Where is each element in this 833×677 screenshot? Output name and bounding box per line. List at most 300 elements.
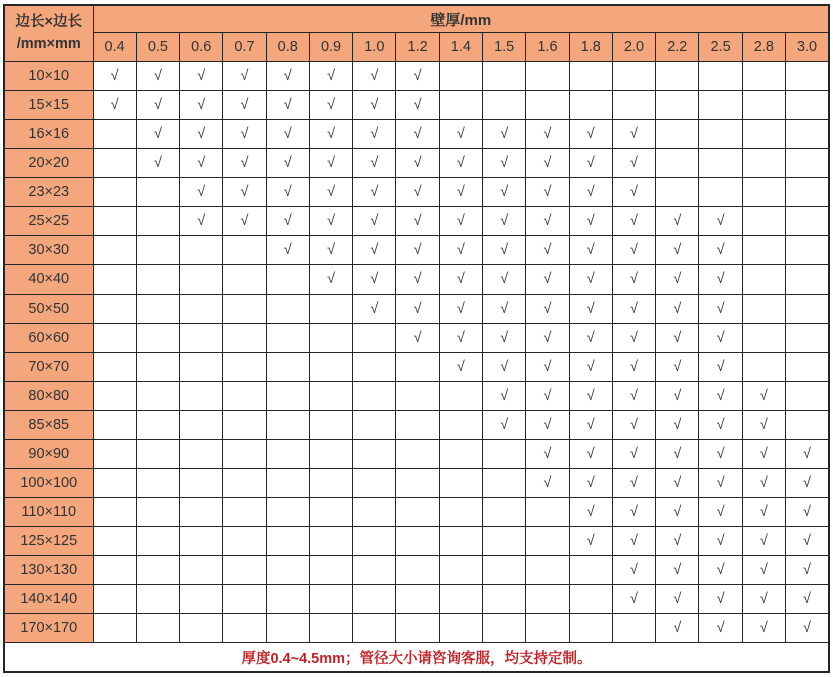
check-mark: √ — [803, 620, 811, 637]
availability-cell-empty — [180, 556, 223, 585]
availability-cell-empty — [136, 265, 179, 294]
availability-cell-checked — [699, 352, 742, 381]
availability-cell-checked — [353, 149, 396, 178]
availability-cell-empty — [266, 410, 309, 439]
availability-cell-checked — [656, 236, 699, 265]
check-mark: √ — [673, 242, 682, 259]
availability-cell-checked — [656, 497, 699, 526]
availability-cell-empty — [699, 149, 742, 178]
availability-cell-empty — [93, 323, 136, 352]
check-mark: √ — [673, 445, 682, 462]
check-mark: √ — [543, 358, 552, 375]
availability-cell-empty — [180, 527, 223, 556]
availability-cell-checked — [353, 91, 396, 120]
size-label-cell: 110×110 — [4, 497, 93, 526]
check-mark: √ — [630, 358, 638, 375]
check-mark: √ — [500, 213, 509, 230]
check-mark: √ — [586, 416, 595, 433]
availability-cell-checked — [786, 556, 830, 585]
availability-cell-empty — [180, 236, 223, 265]
availability-cell-checked — [699, 585, 742, 614]
availability-cell-empty — [396, 527, 439, 556]
availability-cell-empty — [309, 527, 352, 556]
availability-cell-checked — [526, 468, 569, 497]
check-mark: √ — [413, 126, 422, 143]
availability-cell-checked — [396, 207, 439, 236]
check-mark: √ — [543, 155, 552, 172]
check-mark: √ — [803, 503, 811, 520]
check-mark: √ — [716, 358, 725, 375]
check-mark: √ — [716, 300, 725, 317]
check-mark: √ — [500, 300, 509, 317]
availability-cell-checked — [266, 62, 309, 91]
availability-cell-empty — [266, 614, 309, 643]
check-mark: √ — [630, 591, 638, 608]
availability-cell-empty — [136, 585, 179, 614]
check-mark: √ — [153, 126, 162, 143]
check-mark: √ — [283, 155, 292, 172]
table-row — [4, 497, 829, 526]
availability-cell-checked — [612, 120, 655, 149]
check-mark: √ — [327, 155, 336, 172]
availability-cell-empty — [786, 236, 830, 265]
availability-cell-empty — [93, 527, 136, 556]
availability-cell-empty — [526, 62, 569, 91]
availability-cell-checked — [699, 527, 742, 556]
availability-cell-checked — [569, 207, 612, 236]
availability-cell-checked — [612, 352, 655, 381]
availability-cell-checked — [612, 468, 655, 497]
check-mark: √ — [803, 562, 811, 579]
availability-cell-checked — [569, 410, 612, 439]
size-label-cell: 80×80 — [4, 381, 93, 410]
check-mark: √ — [543, 474, 552, 491]
availability-cell-empty — [612, 614, 655, 643]
availability-cell-empty — [266, 265, 309, 294]
thickness-header-cell: 1.6 — [526, 33, 569, 62]
availability-cell-checked — [786, 468, 830, 497]
availability-cell-checked — [526, 265, 569, 294]
availability-cell-checked — [699, 236, 742, 265]
availability-cell-checked — [223, 91, 266, 120]
corner-header — [4, 5, 93, 62]
availability-cell-empty — [93, 497, 136, 526]
table-row — [4, 352, 829, 381]
check-mark: √ — [413, 213, 422, 230]
availability-cell-empty — [742, 62, 785, 91]
availability-cell-empty — [136, 294, 179, 323]
availability-cell-checked — [526, 410, 569, 439]
availability-cell-empty — [742, 178, 785, 207]
availability-cell-checked — [483, 381, 526, 410]
availability-cell-checked — [656, 410, 699, 439]
availability-cell-empty — [223, 323, 266, 352]
availability-cell-checked — [656, 323, 699, 352]
availability-cell-empty — [353, 381, 396, 410]
check-mark: √ — [543, 387, 552, 404]
check-mark: √ — [283, 242, 292, 259]
availability-cell-empty — [266, 556, 309, 585]
check-mark: √ — [413, 68, 422, 85]
check-mark: √ — [759, 533, 768, 550]
availability-cell-checked — [569, 527, 612, 556]
availability-cell-empty — [353, 556, 396, 585]
availability-cell-empty — [483, 91, 526, 120]
availability-cell-checked — [612, 149, 655, 178]
check-mark: √ — [673, 358, 682, 375]
check-mark: √ — [283, 97, 292, 114]
availability-cell-checked — [266, 149, 309, 178]
check-mark: √ — [413, 184, 422, 201]
availability-cell-empty — [396, 352, 439, 381]
availability-cell-empty — [136, 236, 179, 265]
availability-cell-empty — [439, 410, 482, 439]
availability-cell-empty — [309, 439, 352, 468]
check-mark: √ — [673, 300, 682, 317]
table-row — [4, 439, 829, 468]
availability-cell-empty — [786, 120, 830, 149]
thickness-header-cell: 0.4 — [93, 33, 136, 62]
size-label-cell: 15×15 — [4, 91, 93, 120]
availability-cell-empty — [742, 265, 785, 294]
check-mark: √ — [153, 68, 162, 85]
availability-cell-empty — [353, 468, 396, 497]
availability-cell-empty — [612, 62, 655, 91]
availability-cell-checked — [309, 236, 352, 265]
availability-cell-checked — [180, 62, 223, 91]
check-mark: √ — [283, 184, 292, 201]
check-mark: √ — [586, 213, 595, 230]
availability-cell-empty — [136, 439, 179, 468]
availability-cell-empty — [266, 527, 309, 556]
check-mark: √ — [630, 416, 638, 433]
availability-cell-checked — [612, 323, 655, 352]
check-mark: √ — [586, 474, 595, 491]
availability-cell-empty — [396, 614, 439, 643]
availability-cell-empty — [656, 120, 699, 149]
table-row — [4, 120, 829, 149]
availability-cell-empty — [180, 614, 223, 643]
availability-cell-checked — [483, 410, 526, 439]
availability-cell-empty — [93, 468, 136, 497]
table-row — [4, 294, 829, 323]
availability-cell-checked — [742, 527, 785, 556]
thickness-header-cell: 0.7 — [223, 33, 266, 62]
check-mark: √ — [327, 184, 336, 201]
availability-cell-empty — [569, 556, 612, 585]
check-mark: √ — [370, 213, 379, 230]
check-mark: √ — [456, 271, 465, 288]
availability-cell-checked — [353, 236, 396, 265]
availability-cell-checked — [266, 207, 309, 236]
thickness-header-cell: 0.6 — [180, 33, 223, 62]
availability-cell-checked — [439, 352, 482, 381]
availability-cell-checked — [612, 410, 655, 439]
check-mark: √ — [630, 155, 638, 172]
availability-cell-checked — [526, 149, 569, 178]
availability-cell-empty — [266, 381, 309, 410]
check-mark: √ — [500, 126, 509, 143]
availability-cell-empty — [483, 527, 526, 556]
availability-cell-empty — [396, 585, 439, 614]
size-label-cell: 125×125 — [4, 527, 93, 556]
check-mark: √ — [543, 300, 552, 317]
availability-cell-empty — [136, 556, 179, 585]
availability-cell-checked — [656, 468, 699, 497]
availability-cell-empty — [93, 265, 136, 294]
availability-cell-checked — [656, 614, 699, 643]
availability-cell-empty — [656, 62, 699, 91]
check-mark: √ — [543, 445, 552, 462]
wall-thickness-header: 壁厚/mm — [93, 5, 829, 33]
availability-cell-empty — [439, 381, 482, 410]
check-mark: √ — [500, 242, 509, 259]
check-mark: √ — [630, 562, 638, 579]
availability-cell-empty — [742, 323, 785, 352]
availability-cell-checked — [699, 294, 742, 323]
size-label-cell: 90×90 — [4, 439, 93, 468]
availability-cell-checked — [699, 381, 742, 410]
check-mark: √ — [673, 271, 682, 288]
availability-cell-checked — [526, 120, 569, 149]
availability-cell-empty — [309, 614, 352, 643]
availability-cell-checked — [699, 207, 742, 236]
availability-cell-checked — [396, 236, 439, 265]
check-mark: √ — [456, 329, 465, 346]
availability-cell-empty — [266, 323, 309, 352]
availability-cell-empty — [439, 527, 482, 556]
availability-cell-checked — [353, 294, 396, 323]
availability-cell-empty — [180, 439, 223, 468]
check-mark: √ — [586, 300, 595, 317]
availability-cell-empty — [569, 62, 612, 91]
availability-cell-checked — [439, 149, 482, 178]
availability-cell-checked — [439, 294, 482, 323]
availability-cell-empty — [483, 614, 526, 643]
availability-cell-empty — [266, 585, 309, 614]
availability-cell-checked — [612, 556, 655, 585]
availability-cell-empty — [266, 468, 309, 497]
availability-cell-checked — [526, 294, 569, 323]
availability-cell-checked — [612, 294, 655, 323]
availability-cell-empty — [353, 614, 396, 643]
availability-cell-checked — [483, 352, 526, 381]
availability-cell-empty — [483, 439, 526, 468]
check-mark: √ — [500, 416, 509, 433]
availability-cell-empty — [93, 381, 136, 410]
availability-cell-checked — [656, 352, 699, 381]
check-mark: √ — [543, 329, 552, 346]
footer-note: 厚度0.4~4.5mm；管径大小请咨询客服，均支持定制。 — [4, 643, 829, 672]
table-row — [4, 527, 829, 556]
check-mark: √ — [283, 68, 292, 85]
check-mark: √ — [456, 155, 465, 172]
availability-cell-empty — [526, 91, 569, 120]
check-mark: √ — [673, 533, 682, 550]
size-label-cell: 30×30 — [4, 236, 93, 265]
thickness-header-cell: 0.9 — [309, 33, 352, 62]
availability-cell-checked — [180, 149, 223, 178]
availability-cell-checked — [569, 294, 612, 323]
availability-cell-empty — [396, 468, 439, 497]
availability-cell-checked — [180, 91, 223, 120]
availability-cell-checked — [656, 556, 699, 585]
availability-cell-empty — [93, 149, 136, 178]
check-mark: √ — [370, 300, 379, 317]
size-label-cell: 85×85 — [4, 410, 93, 439]
availability-cell-empty — [136, 178, 179, 207]
thickness-header-cell: 1.4 — [439, 33, 482, 62]
check-mark: √ — [327, 126, 336, 143]
availability-cell-checked — [353, 62, 396, 91]
availability-cell-checked — [526, 439, 569, 468]
availability-cell-checked — [699, 556, 742, 585]
availability-cell-checked — [699, 497, 742, 526]
availability-cell-checked — [656, 265, 699, 294]
availability-cell-checked — [656, 585, 699, 614]
availability-cell-empty — [180, 265, 223, 294]
availability-cell-empty — [353, 585, 396, 614]
thickness-header-cell: 2.0 — [612, 33, 655, 62]
check-mark: √ — [543, 126, 552, 143]
availability-cell-checked — [93, 91, 136, 120]
availability-cell-empty — [353, 410, 396, 439]
table-row — [4, 556, 829, 585]
table-row — [4, 585, 829, 614]
availability-cell-empty — [483, 468, 526, 497]
table-row — [4, 236, 829, 265]
availability-cell-empty — [93, 585, 136, 614]
availability-cell-empty — [266, 439, 309, 468]
availability-cell-checked — [699, 468, 742, 497]
availability-cell-checked — [483, 149, 526, 178]
availability-cell-checked — [439, 323, 482, 352]
check-mark: √ — [630, 242, 638, 259]
corner-label-line2: /mm×mm — [16, 35, 81, 52]
availability-cell-empty — [180, 381, 223, 410]
check-mark: √ — [153, 155, 162, 172]
check-mark: √ — [500, 387, 509, 404]
check-mark: √ — [673, 213, 682, 230]
check-mark: √ — [716, 329, 725, 346]
availability-cell-checked — [742, 439, 785, 468]
availability-cell-checked — [309, 207, 352, 236]
corner-label-line1: 边长×边长 — [15, 14, 82, 31]
availability-cell-empty — [612, 91, 655, 120]
availability-cell-checked — [526, 381, 569, 410]
availability-cell-empty — [396, 497, 439, 526]
availability-cell-checked — [742, 614, 785, 643]
availability-cell-checked — [396, 178, 439, 207]
check-mark: √ — [110, 97, 119, 114]
size-label-cell: 60×60 — [4, 323, 93, 352]
availability-cell-checked — [656, 439, 699, 468]
check-mark: √ — [543, 416, 552, 433]
thickness-header-cell: 2.2 — [656, 33, 699, 62]
availability-cell-checked — [569, 178, 612, 207]
availability-cell-checked — [309, 91, 352, 120]
availability-cell-checked — [569, 439, 612, 468]
availability-cell-empty — [223, 556, 266, 585]
availability-cell-checked — [786, 527, 830, 556]
availability-cell-empty — [439, 62, 482, 91]
check-mark: √ — [543, 184, 552, 201]
thickness-header-cell: 3.0 — [786, 33, 830, 62]
check-mark: √ — [327, 271, 336, 288]
availability-cell-checked — [612, 236, 655, 265]
thickness-header-cell: 0.8 — [266, 33, 309, 62]
check-mark: √ — [240, 126, 249, 143]
availability-cell-checked — [396, 120, 439, 149]
availability-cell-empty — [786, 352, 830, 381]
size-label-cell: 130×130 — [4, 556, 93, 585]
table-row — [4, 207, 829, 236]
check-mark: √ — [543, 242, 552, 259]
check-mark: √ — [500, 271, 509, 288]
availability-cell-empty — [742, 91, 785, 120]
check-mark: √ — [413, 271, 422, 288]
check-mark: √ — [716, 213, 725, 230]
check-mark: √ — [110, 68, 119, 85]
availability-cell-checked — [742, 585, 785, 614]
availability-cell-checked — [569, 323, 612, 352]
availability-cell-empty — [266, 352, 309, 381]
thickness-header-cell: 1.0 — [353, 33, 396, 62]
availability-cell-checked — [180, 207, 223, 236]
size-label-cell: 50×50 — [4, 294, 93, 323]
availability-cell-empty — [526, 614, 569, 643]
availability-cell-checked — [742, 381, 785, 410]
availability-cell-empty — [742, 149, 785, 178]
availability-cell-empty — [786, 265, 830, 294]
availability-cell-empty — [526, 527, 569, 556]
availability-cell-checked — [742, 410, 785, 439]
availability-cell-checked — [309, 149, 352, 178]
availability-cell-checked — [612, 439, 655, 468]
check-mark: √ — [456, 358, 465, 375]
availability-cell-empty — [353, 497, 396, 526]
availability-cell-empty — [699, 178, 742, 207]
availability-cell-empty — [786, 91, 830, 120]
availability-cell-checked — [786, 497, 830, 526]
availability-cell-empty — [396, 410, 439, 439]
availability-cell-checked — [483, 120, 526, 149]
availability-cell-empty — [483, 556, 526, 585]
availability-cell-empty — [93, 236, 136, 265]
availability-cell-checked — [526, 207, 569, 236]
check-mark: √ — [716, 242, 725, 259]
availability-cell-checked — [526, 178, 569, 207]
check-mark: √ — [370, 184, 379, 201]
availability-cell-empty — [309, 468, 352, 497]
size-label-cell: 140×140 — [4, 585, 93, 614]
availability-cell-empty — [309, 352, 352, 381]
size-label-cell: 25×25 — [4, 207, 93, 236]
check-mark: √ — [803, 533, 811, 550]
check-mark: √ — [586, 126, 595, 143]
availability-cell-empty — [223, 497, 266, 526]
check-mark: √ — [500, 329, 509, 346]
availability-cell-checked — [786, 585, 830, 614]
availability-cell-empty — [223, 236, 266, 265]
availability-cell-empty — [223, 468, 266, 497]
availability-cell-empty — [136, 381, 179, 410]
check-mark: √ — [586, 271, 595, 288]
availability-cell-empty — [786, 381, 830, 410]
availability-cell-empty — [136, 614, 179, 643]
availability-cell-checked — [396, 62, 439, 91]
check-mark: √ — [759, 445, 768, 462]
